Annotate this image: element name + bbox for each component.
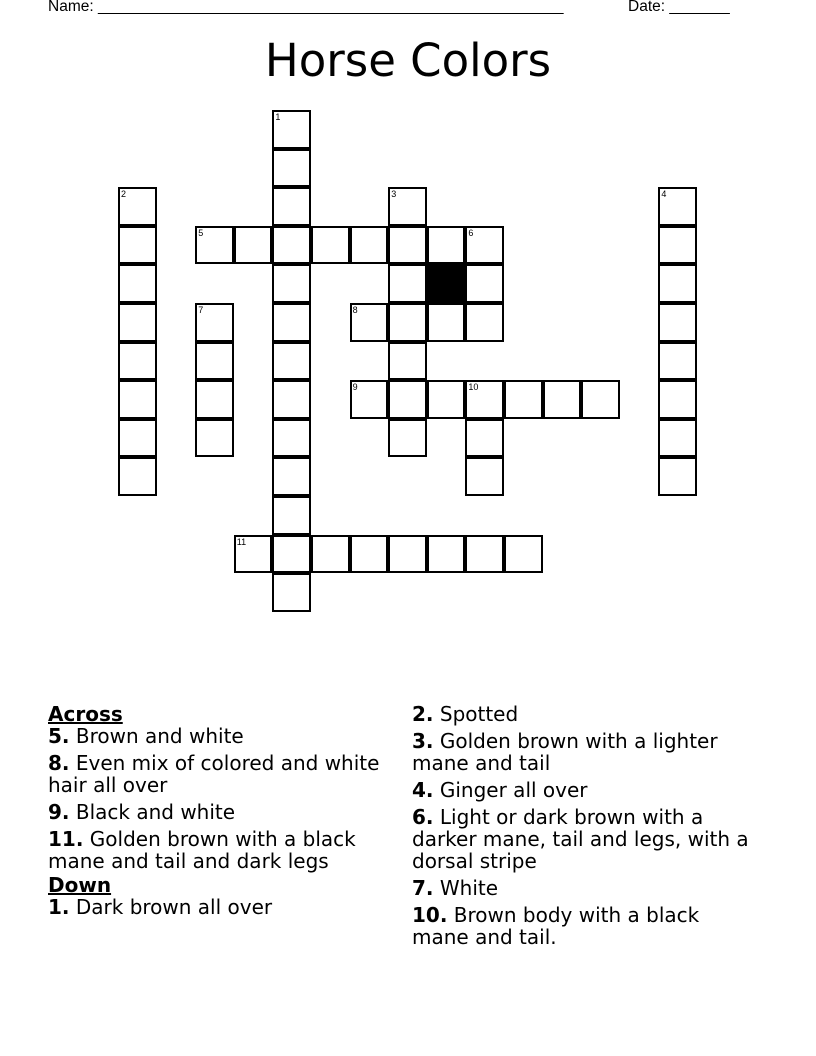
- clue-number: 9: [352, 382, 358, 393]
- grid-cell[interactable]: [388, 226, 427, 265]
- grid-cell[interactable]: [272, 342, 311, 381]
- grid-cell[interactable]: [388, 187, 427, 226]
- clue-down-6: 6. Light or dark brown with a darker mane, tail and legs, with a dorsal stripe: [412, 805, 749, 873]
- grid-cell[interactable]: [388, 303, 427, 342]
- grid-cell[interactable]: [272, 264, 311, 303]
- grid-cell[interactable]: [118, 187, 157, 226]
- clue-down-4: 4. Ginger all over: [412, 778, 588, 802]
- grid-cell[interactable]: [465, 419, 504, 458]
- grid-cell[interactable]: [543, 380, 582, 419]
- grid-cell[interactable]: [658, 342, 697, 381]
- grid-cell[interactable]: [272, 380, 311, 419]
- clue-number: 4: [661, 189, 667, 200]
- date-line: Date: _______: [628, 0, 730, 15]
- grid-cell[interactable]: [195, 303, 234, 342]
- clue-number: 6: [468, 227, 474, 238]
- clues-left-column: [48, 703, 393, 923]
- grid-cell[interactable]: [118, 303, 157, 342]
- grid-cell[interactable]: [272, 535, 311, 574]
- down-heading: Down: [48, 873, 112, 897]
- grid-cell[interactable]: [465, 380, 504, 419]
- grid-black-cell: [427, 264, 466, 303]
- clue-number: 8: [352, 305, 358, 315]
- grid-cell[interactable]: [311, 535, 350, 574]
- grid-cell[interactable]: [504, 535, 543, 574]
- grid-cell[interactable]: [427, 226, 466, 265]
- grid-cell[interactable]: [658, 264, 697, 303]
- grid-cell[interactable]: [118, 419, 157, 458]
- grid-cell[interactable]: [658, 419, 697, 458]
- grid-cell[interactable]: [272, 303, 311, 342]
- grid-cell[interactable]: [311, 226, 350, 265]
- grid-cell[interactable]: [465, 535, 504, 574]
- page-title: Horse Colors: [264, 34, 552, 87]
- across-heading: Across: [48, 702, 123, 726]
- name-line: Name: ______________________________________________________: [48, 0, 564, 15]
- grid-cell[interactable]: [658, 457, 697, 496]
- grid-cell[interactable]: [272, 110, 311, 149]
- grid-cell[interactable]: [350, 380, 389, 419]
- grid-cell[interactable]: [234, 535, 273, 574]
- clue-number: 11: [236, 536, 247, 547]
- grid-cell[interactable]: [658, 303, 697, 342]
- grid-cell[interactable]: [118, 226, 157, 265]
- clue-down-1: 1. Dark brown all over: [48, 895, 273, 919]
- grid-cell[interactable]: [350, 226, 389, 265]
- grid-cell[interactable]: [195, 226, 234, 265]
- grid-cell[interactable]: [272, 573, 311, 612]
- clue-number: 3: [391, 189, 397, 200]
- clue-down-3: 3. Golden brown with a lighter mane and tail: [412, 729, 718, 775]
- grid-cell[interactable]: [195, 342, 234, 381]
- grid-cell[interactable]: [427, 380, 466, 419]
- clue-number: 10: [468, 382, 479, 393]
- grid-cell[interactable]: [350, 535, 389, 574]
- clues-right-column: [412, 703, 762, 953]
- grid-cell[interactable]: [504, 380, 543, 419]
- grid-cell[interactable]: [427, 535, 466, 574]
- grid-cell[interactable]: [658, 380, 697, 419]
- grid-cell[interactable]: [388, 419, 427, 458]
- grid-cell[interactable]: [465, 303, 504, 342]
- grid-cell[interactable]: [272, 457, 311, 496]
- clue-number: 2: [121, 189, 127, 200]
- grid-cell[interactable]: [350, 303, 389, 342]
- grid-cell[interactable]: [465, 226, 504, 265]
- clue-across-9: 9. Black and white: [48, 800, 236, 824]
- grid-cell[interactable]: [388, 342, 427, 381]
- grid-cell[interactable]: [465, 457, 504, 496]
- grid-cell[interactable]: [234, 226, 273, 265]
- clue-across-11: 11. Golden brown with a black mane and tail and dark legs: [48, 827, 356, 873]
- grid-cell[interactable]: [272, 187, 311, 226]
- clue-across-8: 8. Even mix of colored and white hair all over: [48, 751, 380, 797]
- grid-cell[interactable]: [118, 457, 157, 496]
- grid-cell[interactable]: [272, 149, 311, 188]
- grid-cell[interactable]: [118, 380, 157, 419]
- grid-cell[interactable]: [388, 380, 427, 419]
- grid-cell[interactable]: [388, 535, 427, 574]
- grid-cell[interactable]: [272, 419, 311, 458]
- grid-cell[interactable]: [195, 380, 234, 419]
- grid-cell[interactable]: [118, 264, 157, 303]
- clue-down-10: 10. Brown body with a black mane and tail.: [412, 903, 700, 949]
- clue-down-7: 7. White: [412, 876, 499, 900]
- clue-number: 7: [198, 305, 204, 315]
- clue-number: 5: [198, 227, 204, 238]
- clue-number: 1: [275, 112, 281, 122]
- grid-cell[interactable]: [195, 419, 234, 458]
- grid-cell[interactable]: [427, 303, 466, 342]
- grid-cell[interactable]: [581, 380, 620, 419]
- grid-cell[interactable]: [658, 226, 697, 265]
- grid-cell[interactable]: [272, 226, 311, 265]
- clue-down-2: 2. Spotted: [412, 702, 519, 726]
- grid-cell[interactable]: [388, 264, 427, 303]
- clue-across-5: 5. Brown and white: [48, 724, 244, 748]
- grid-cell[interactable]: [465, 264, 504, 303]
- grid-cell[interactable]: [118, 342, 157, 381]
- grid-cell[interactable]: [658, 187, 697, 226]
- grid-cell[interactable]: [272, 496, 311, 535]
